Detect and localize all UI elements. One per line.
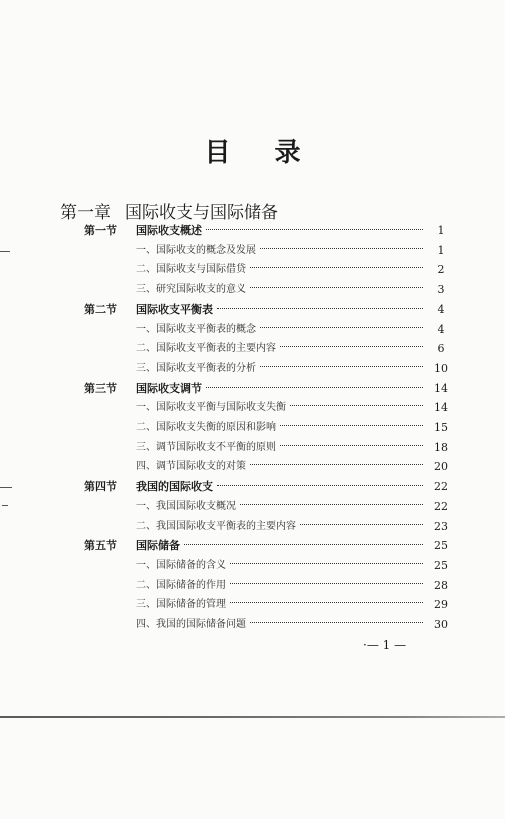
subsection-page-number: 6 [437, 342, 445, 356]
toc-subsection-row[interactable] [0, 557, 505, 575]
section-label: 第四节 [84, 480, 117, 494]
subsection-page-number: 3 [437, 283, 445, 297]
section-entry [136, 222, 427, 240]
section-title: 国际收支概述 [136, 224, 202, 237]
subsection-title: 三、研究国际收支的意义 [136, 284, 246, 296]
subsection-title: 一、国际收支平衡表的概念 [136, 323, 256, 335]
subsection-entry [136, 458, 427, 476]
subsection-entry [136, 340, 427, 358]
section-label: 第五节 [84, 539, 117, 553]
subsection-title: 一、国际收支平衡与国际收支失衡 [136, 402, 286, 414]
toc-subsection-row[interactable] [0, 577, 505, 595]
subsection-entry [136, 321, 427, 339]
section-entry [136, 478, 427, 496]
section-page-number: 1 [437, 224, 445, 237]
subsection-title: 二、国际收支与国际借贷 [136, 264, 246, 276]
subsection-entry [136, 616, 427, 634]
subsection-entry [136, 242, 427, 260]
section-page-number: 14 [434, 381, 448, 395]
subsection-entry [136, 518, 427, 536]
toc-section-row[interactable] [0, 301, 505, 319]
toc-section-row[interactable] [0, 537, 505, 555]
subsection-page-number: 10 [434, 361, 448, 375]
dot-leader [260, 327, 423, 328]
dot-leader [217, 308, 423, 309]
page-title-char-2: 录 [274, 138, 301, 168]
dot-leader [250, 622, 423, 623]
toc-subsection-row[interactable] [0, 360, 505, 378]
section-label: 第三节 [84, 381, 117, 395]
toc-section-row[interactable] [0, 478, 505, 496]
subsection-page-number: 1 [437, 243, 445, 257]
dot-leader [240, 504, 423, 505]
subsection-entry [136, 596, 427, 614]
subsection-page-number: 30 [434, 618, 448, 631]
page-number: ·— 1 — [363, 638, 407, 652]
subsection-page-number: 4 [437, 322, 445, 336]
dot-leader [280, 425, 423, 426]
dot-leader [184, 544, 423, 545]
dot-leader [280, 346, 423, 347]
subsection-page-number: 25 [434, 558, 448, 572]
subsection-page-number: 28 [434, 578, 448, 592]
page-title-char-1: 目 [204, 138, 231, 168]
section-page-number: 22 [434, 480, 448, 494]
section-title: 国际收支平衡表 [136, 302, 213, 316]
subsection-entry [136, 498, 427, 516]
subsection-title: 一、国际收支的概念及发展 [136, 244, 256, 256]
subsection-page-number: 23 [434, 519, 448, 533]
chapter-title: 国际收支与国际储备 [125, 203, 278, 223]
section-entry [136, 380, 427, 398]
subsection-page-number: 2 [437, 263, 445, 277]
toc-section-row[interactable] [0, 222, 505, 240]
dot-leader [230, 583, 423, 584]
dot-leader [206, 229, 423, 230]
section-title: 国际储备 [136, 539, 180, 553]
subsection-entry [136, 399, 427, 417]
toc-subsection-row[interactable] [0, 616, 505, 634]
subsection-title: 二、国际储备的作用 [136, 579, 226, 591]
section-label: 第二节 [84, 302, 117, 316]
dot-leader [280, 445, 423, 446]
subsection-title: 一、我国国际收支概况 [136, 500, 236, 512]
dot-leader [206, 387, 423, 388]
margin-mark [0, 251, 10, 252]
toc-subsection-row[interactable] [0, 261, 505, 279]
section-page-number: 4 [437, 302, 445, 316]
bottom-rule [0, 716, 505, 718]
dot-leader [217, 485, 423, 486]
subsection-title: 四、我国的国际储备问题 [136, 619, 246, 630]
subsection-title: 二、国际收支失衡的原因和影响 [136, 422, 276, 433]
subsection-entry [136, 281, 427, 299]
margin-mark [2, 505, 8, 506]
dot-leader [250, 464, 423, 465]
toc-subsection-row[interactable] [0, 281, 505, 299]
section-page-number: 25 [434, 539, 448, 553]
section-title: 国际收支调节 [136, 381, 202, 395]
dot-leader [290, 405, 423, 406]
dot-leader [230, 563, 423, 564]
dot-leader [260, 248, 423, 249]
dot-leader [260, 366, 423, 367]
section-entry [136, 301, 427, 319]
dot-leader [250, 287, 423, 288]
subsection-entry [136, 439, 427, 457]
toc-subsection-row[interactable] [0, 596, 505, 614]
subsection-page-number: 18 [434, 440, 448, 454]
subsection-title: 三、国际储备的管理 [136, 599, 226, 611]
subsection-page-number: 20 [434, 460, 448, 474]
toc-section-row[interactable] [0, 380, 505, 398]
subsection-title: 二、我国国际收支平衡表的主要内容 [136, 520, 296, 532]
section-title: 我国的国际收支 [136, 480, 213, 494]
dot-leader [230, 602, 423, 603]
toc-subsection-row[interactable] [0, 518, 505, 536]
subsection-page-number: 15 [434, 421, 448, 434]
margin-mark [0, 487, 12, 488]
subsection-title: 二、国际收支平衡表的主要内容 [136, 343, 276, 355]
dot-leader [300, 524, 423, 525]
subsection-page-number: 29 [434, 598, 448, 612]
chapter-label: 第一章 [60, 203, 111, 223]
subsection-page-number: 14 [434, 401, 448, 415]
subsection-page-number: 22 [434, 499, 448, 513]
subsection-entry [136, 577, 427, 595]
subsection-title: 三、调节国际收支不平衡的原则 [136, 441, 276, 453]
subsection-entry [136, 360, 427, 378]
toc-subsection-row[interactable] [0, 498, 505, 516]
toc-subsection-row[interactable] [0, 439, 505, 457]
toc-subsection-row[interactable] [0, 242, 505, 260]
toc-subsection-row[interactable] [0, 321, 505, 339]
section-label: 第一节 [84, 224, 117, 237]
toc-subsection-row[interactable] [0, 399, 505, 417]
subsection-entry [136, 419, 427, 437]
subsection-title: 一、国际储备的含义 [136, 559, 226, 571]
subsection-title: 三、国际收支平衡表的分析 [136, 362, 256, 374]
toc-subsection-row[interactable] [0, 340, 505, 358]
toc-subsection-row[interactable] [0, 419, 505, 437]
toc-subsection-row[interactable] [0, 458, 505, 476]
subsection-entry [136, 261, 427, 279]
subsection-entry [136, 557, 427, 575]
dot-leader [250, 267, 423, 268]
subsection-title: 四、调节国际收支的对策 [136, 461, 246, 473]
section-entry [136, 537, 427, 555]
